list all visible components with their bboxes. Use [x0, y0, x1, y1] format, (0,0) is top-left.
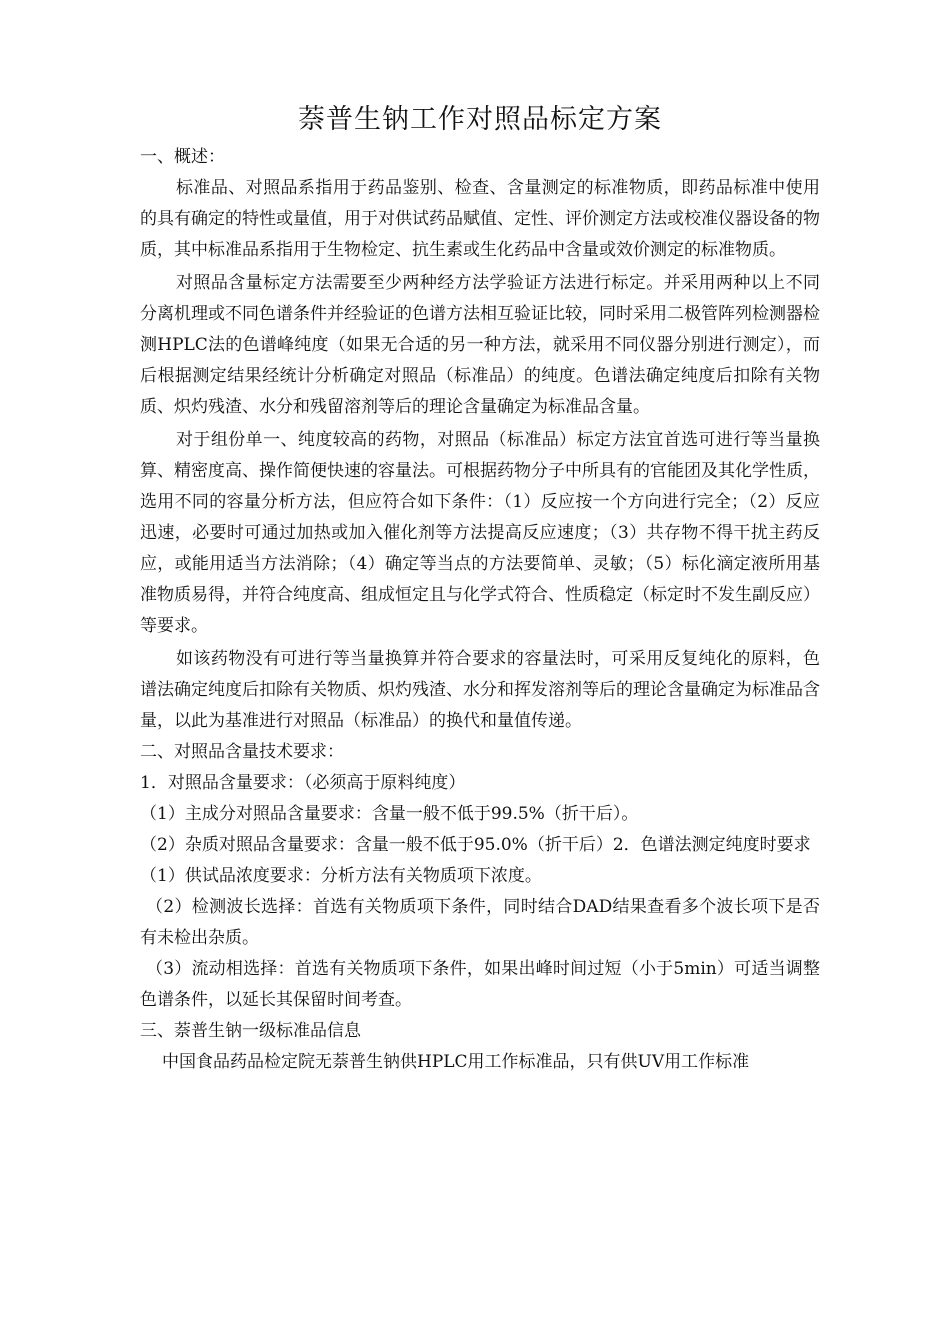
paragraph-standard-info: 中国食品药品检定院无萘普生钠供HPLC用工作标准品，只有供UV用工作标准 — [162, 1052, 750, 1072]
paragraph-definition: 标准品、对照品系指用于药品鉴别、检查、含量测定的标准物质，即药品标准中使用的具有确定的特性或量值，用于对供试药品赋值、定性、评价测定方法或校准仪器设备的物质，其中标准品系指用于生物检定、抗生素或生化药品中含量或效价测定的标准物质。 — [140, 178, 820, 260]
section-heading-standard-info: 三、萘普生钠一级标准品信息 — [140, 1021, 361, 1041]
list-item-mobile-phase: （3）流动相选择：首选有关物质项下条件，如果出峰时间过短（小于5min）可适当调整色谱条件，以延长其保留时间考查。 — [140, 959, 820, 1010]
document-page — [140, 100, 820, 1078]
paragraph-volumetric-method: 对于组份单一、纯度较高的药物，对照品（标准品）标定方法宜首选可进行等当量换算、精密度高、操作简便快速的容量法。可根据药物分子中所具有的官能团及其化学性质，选用不同的容量分析方法，但应符合如下条件：（1）反应按一个方向进行完全；（2）反应迅速，必要时可通过加热或加入催化剂等方法提高反应速度；（3）共存物不得干扰主药反应，或能用适当方法消除；（4）确定等当点的方法要简单、灵敏；（5）标化滴定液所用基准物质易得，并符合纯度高、组成恒定且与化学式符合、性质稳定（标定时不发生副反应）等要求。 — [140, 430, 820, 636]
document-body — [140, 142, 820, 1078]
section-heading-requirements: 二、对照品含量技术要求： — [140, 742, 344, 762]
list-item-impurity: （2）杂质对照品含量要求：含量一般不低于95.0%（折干后）2．色谱法测定纯度时要求 — [140, 835, 811, 855]
section-heading-overview: 一、概述： — [140, 147, 225, 167]
paragraph-calibration-method: 对照品含量标定方法需要至少两种经方法学验证方法进行标定。并采用两种以上不同分离机理或不同色谱条件并经验证的色谱方法相互验证比较，同时采用二极管阵列检测器检测HPLC法的色谱峰纯度（如果无合适的另一种方法，就采用不同仪器分别进行测定），而后根据测定结果经统计分析确定对照品（标准品）的纯度。色谱法确定纯度后扣除有关物质、炽灼残渣、水分和残留溶剂等后的理论含量确定为标准品含量。 — [140, 273, 820, 417]
list-item-sample-concentration: （1）供试品浓度要求：分析方法有关物质项下浓度。 — [140, 866, 542, 886]
paragraph-chromatography-alternative: 如该药物没有可进行等当量换算并符合要求的容量法时，可采用反复纯化的原料，色谱法确定纯度后扣除有关物质、炽灼残渣、水分和挥发溶剂等后的理论含量确定为标准品含量，以此为基准进行对照品（标准品）的换代和量值传递。 — [140, 649, 820, 731]
document-title: 萘普生钠工作对照品标定方案 — [298, 104, 662, 135]
list-item-content-requirement: 1．对照品含量要求：（必须高于原料纯度） — [140, 773, 466, 793]
list-item-detection-wavelength: （2）检测波长选择：首选有关物质项下条件，同时结合DAD结果查看多个波长项下是否有未检出杂质。 — [140, 897, 820, 948]
list-item-main-component: （1）主成分对照品含量要求：含量一般不低于99.5%（折干后）。 — [140, 804, 639, 824]
